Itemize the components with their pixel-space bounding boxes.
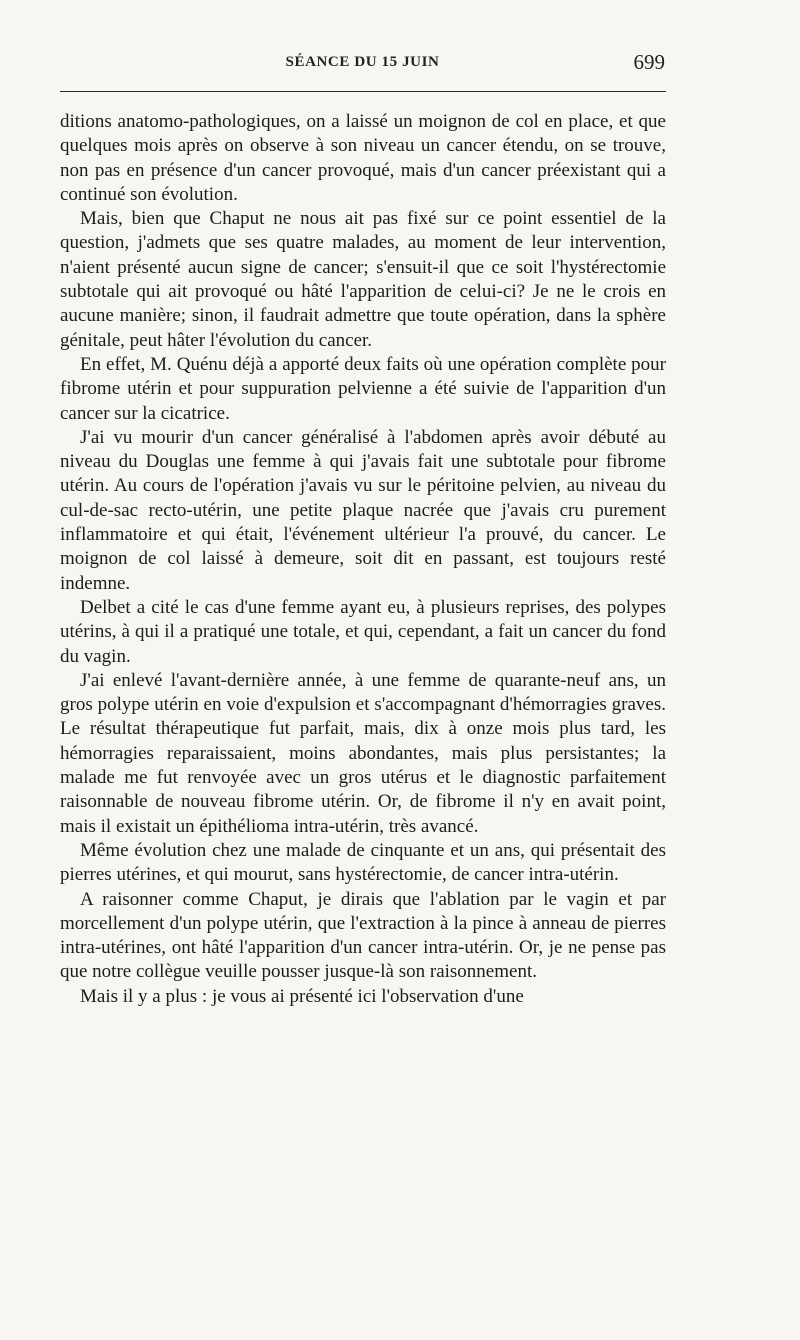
body-text [60,110,666,1009]
paragraph-1: ditions anatomo-pathologiques, on a laissé un moignon de col en place, et que quelques mois après on observe à son niveau un cancer étendu, on se trouve, non pas en présence d'un cancer provoqué, mais d'un cancer préexistant qui a continué son évolution. [60,111,666,205]
paragraph-4: J'ai vu mourir d'un cancer généralisé à l'abdomen après avoir débuté au niveau du Douglas une femme à qui j'avais fait une subtotale pour fibrome utérin. Au cours de l'opération j'avais vu sur le péritoine pelvien, au niveau du cul-de-sac recto-utérin, une petite plaque nacrée que j'avais cru purement inflammatoire et qui était, l'événement ultérieur l'a prouvé, du cancer. Le moignon de col laissé à demeure, soit dit en passant, est toujours resté indemne. [60,426,666,594]
header-rule [60,91,666,92]
page-number: 699 [633,50,665,74]
paragraph-8: A raisonner comme Chaput, je dirais que l'ablation par le vagin et par morcellement d'un polype utérin, que l'extraction à la pince à anneau de pierres intra-utérines, ont hâté l'apparition d'un cancer intra-utérin. Or, je ne pense pas que notre collègue veuille pousser jusque-là son raisonnement. [60,888,666,983]
paragraph-5: Delbet a cité le cas d'une femme ayant eu, à plusieurs reprises, des polypes utérins, à qui il a pratiqué une totale, et qui, cependant, a fait un cancer du fond du vagin. [60,596,666,667]
running-head [60,50,665,80]
paragraph-9: Mais il y a plus : je vous ai présenté ici l'observation d'une [80,985,524,1007]
paragraph-7: Même évolution chez une malade de cinquante et un ans, qui présentait des pierres utérines, et qui mourut, sans hystérectomie, de cancer intra-utérin. [60,839,666,886]
paragraph-3: En effet, M. Quénu déjà a apporté deux faits où une opération complète pour fibrome utérin et pour suppuration pelvienne a été suivie de l'apparition d'un cancer sur la cicatrice. [60,353,666,424]
paragraph-6: J'ai enlevé l'avant-dernière année, à une femme de quarante-neuf ans, un gros polype utérin en voie d'expulsion et s'accompagnant d'hémorragies graves. Le résultat thérapeutique fut parfait, mais, dix à onze mois plus tard, les hémorragies reparaissaient, moins abondantes, mais plus persistantes; la malade me fut renvoyée avec un gros utérus et le diagnostic parfaitement raisonnable de nouveau fibrome utérin. Or, de fibrome il n'y en avait point, mais il existait un épithélioma intra-utérin, très avancé. [60,669,666,837]
running-head-title: SÉANCE DU 15 JUIN [285,54,440,70]
paragraph-2: Mais, bien que Chaput ne nous ait pas fixé sur ce point essentiel de la question, j'admets que ses quatre malades, au moment de leur intervention, n'aient présenté aucun signe de cancer; s'ensuit-il que ce soit l'hystérectomie subtotale qui ait provoqué ou hâté l'apparition de celui-ci? Je ne le crois en aucune manière; sinon, il faudrait admettre que toute opération, dans la sphère génitale, peut hâter l'évolution du cancer. [60,208,666,351]
